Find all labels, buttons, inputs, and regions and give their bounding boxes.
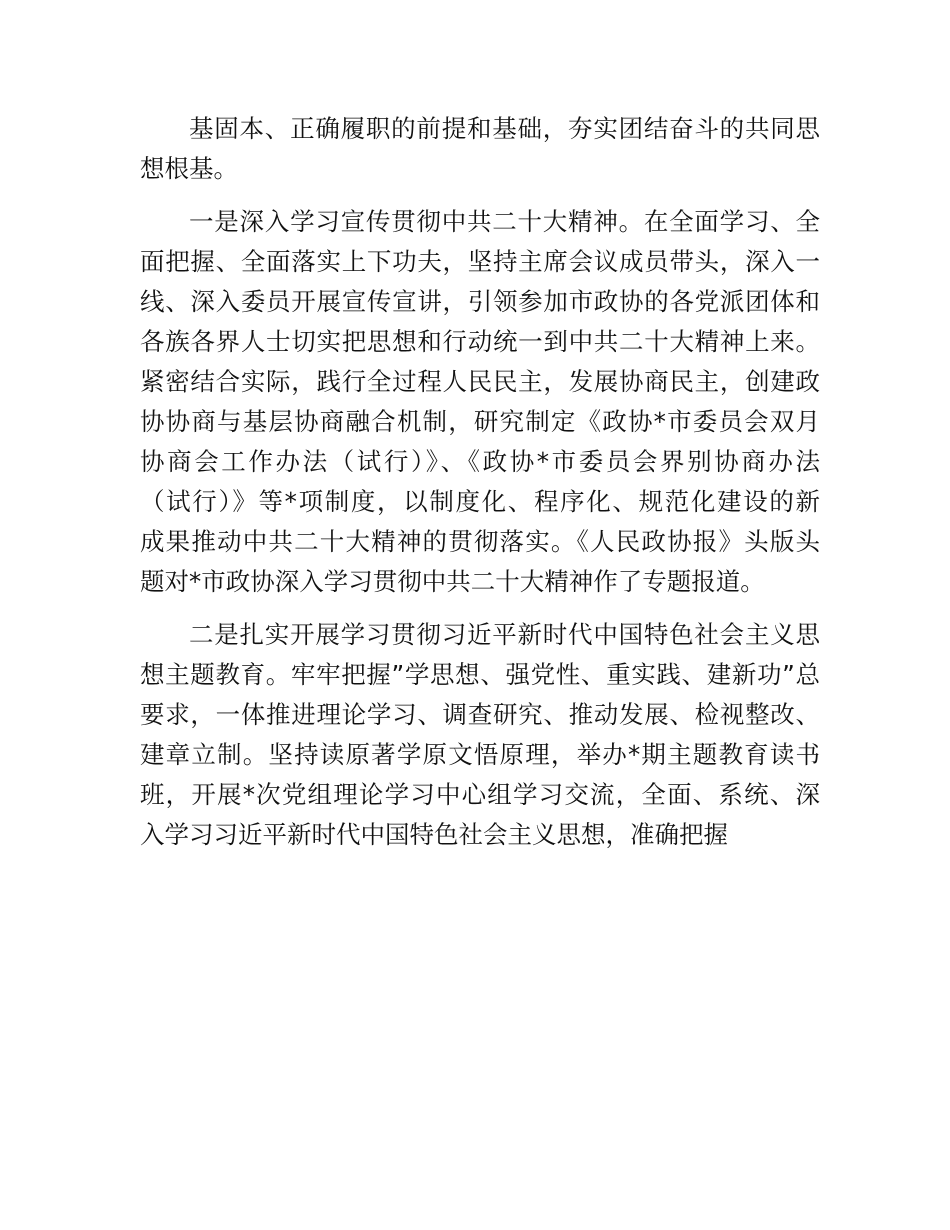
text-line: 基固本、正确履职的前提和基础，夯实团结奋斗的共同思 — [189, 114, 820, 143]
text-line: 面把握、全面落实上下功夫，坚持主席会议成员带头，深入一 — [140, 247, 820, 276]
text-line: 二是扎实开展学习贯彻习近平新时代中国特色社会主义思 — [189, 620, 820, 649]
text-line: 各族各界人士切实把思想和行动统一到中共二十大精神上来。 — [140, 327, 820, 356]
text-line: 建章立制。坚持读原著学原文悟原理，举办*期主题教育读书 — [140, 740, 820, 769]
paragraph-1 — [140, 109, 820, 189]
text-line: 入学习习近平新时代中国特色社会主义思想，准确把握 — [140, 820, 728, 849]
text-line: 一是深入学习宣传贯彻中共二十大精神。在全面学习、全 — [189, 207, 820, 236]
paragraph-2 — [140, 202, 820, 602]
text-line: 协协商与基层协商融合机制，研究制定《政协*市委员会双月 — [140, 407, 820, 436]
text-line: 题对*市政协深入学习贯彻中共二十大精神作了专题报道。 — [140, 567, 765, 596]
text-line: 想根基。 — [140, 154, 238, 183]
text-line: 要求，一体推进理论学习、调查研究、推动发展、检视整改、 — [140, 700, 820, 729]
text-line: 紧密结合实际，践行全过程人民民主，发展协商民主，创建政 — [140, 367, 820, 396]
text-line: （试行）》等*项制度，以制度化、程序化、规范化建设的新 — [140, 487, 820, 516]
paragraph-3 — [140, 615, 820, 855]
text-line: 线、深入委员开展宣传宣讲，引领参加市政协的各党派团体和 — [140, 287, 820, 316]
text-line: 成果推动中共二十大精神的贯彻落实。《人民政协报》头版头 — [140, 527, 820, 556]
text-line: 想主题教育。牢牢把握”学思想、强党性、重实践、建新功”总 — [140, 660, 820, 689]
body-text — [140, 109, 820, 855]
text-line: 班，开展*次党组理论学习中心组学习交流，全面、系统、深 — [140, 780, 820, 809]
text-line: 协商会工作办法（试行）》、《政协*市委员会界别协商办法 — [140, 447, 820, 476]
